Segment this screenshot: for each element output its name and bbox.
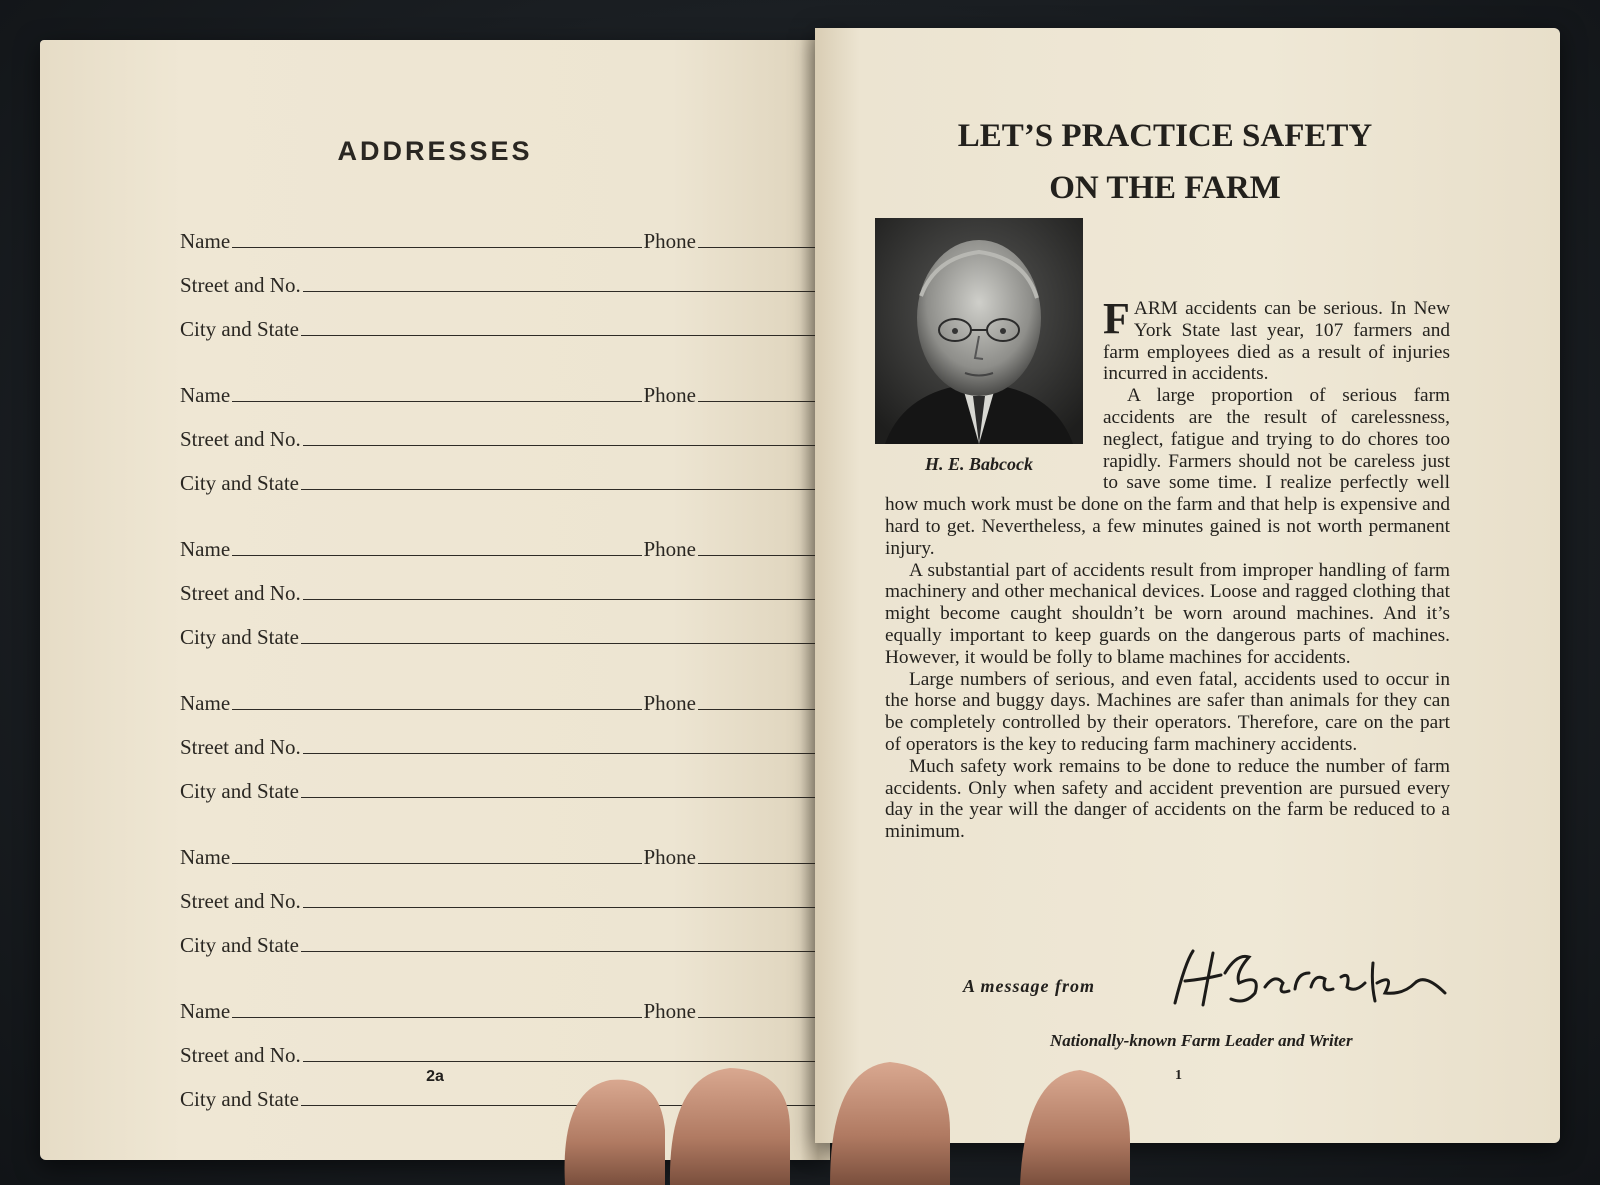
- street-label: Street and No.: [180, 581, 301, 605]
- street-row: [180, 254, 820, 298]
- city-row: [180, 452, 820, 496]
- paragraph-3: A substantial part of accidents result from improper handling of farm machinery and other mechanical devices. Loose and ragged clothing that might become caught shouldn’t be worn around machines. And it’s equally important to keep guards on the dangerous parts of machines. However, it would be folly to blame machines for accidents.: [885, 559, 1450, 668]
- article-body: [885, 294, 1450, 843]
- city-field[interactable]: [301, 489, 818, 490]
- street-label: Street and No.: [180, 1043, 301, 1067]
- name-label: Name: [180, 845, 231, 869]
- city-label: City and State: [180, 317, 299, 341]
- name-phone-row: [180, 518, 820, 562]
- city-label: City and State: [180, 625, 299, 649]
- city-row: [180, 606, 820, 650]
- name-field[interactable]: [232, 401, 641, 402]
- phone-label: Phone: [643, 845, 696, 869]
- street-row: [180, 408, 820, 452]
- street-row: [180, 1024, 820, 1068]
- address-entry: [180, 518, 820, 650]
- city-row: [180, 760, 820, 804]
- address-entry: [180, 210, 820, 342]
- page-number-right: 1: [1175, 1068, 1182, 1083]
- paragraph-5: Much safety work remains to be done to reduce the number of farm accidents. Only when safety and accident prevention are pursued every day in the year will the danger of accidents on the farm be reduced to a minimum.: [885, 755, 1450, 843]
- city-label: City and State: [180, 779, 299, 803]
- name-field[interactable]: [232, 247, 641, 248]
- phone-label: Phone: [643, 537, 696, 561]
- phone-label: Phone: [643, 383, 696, 407]
- city-field[interactable]: [301, 951, 818, 952]
- phone-label: Phone: [643, 999, 696, 1023]
- address-entries: [180, 210, 820, 1134]
- paragraph-1: FARM accidents can be serious. In New York State last year, 107 farmers and farm employees died as a result of injuries incurred in accidents.: [1103, 294, 1450, 385]
- name-label: Name: [180, 537, 231, 561]
- address-entry: [180, 672, 820, 804]
- title-line-1: LET’S PRACTICE SAFETY: [957, 118, 1373, 154]
- street-field[interactable]: [303, 445, 818, 446]
- name-field[interactable]: [232, 709, 641, 710]
- message-from: A message from: [963, 976, 1096, 996]
- phone-label: Phone: [643, 229, 696, 253]
- name-label: Name: [180, 383, 231, 407]
- name-label: Name: [180, 691, 231, 715]
- street-field[interactable]: [303, 599, 818, 600]
- name-phone-row: [180, 210, 820, 254]
- city-label: City and State: [180, 1087, 299, 1111]
- address-entry: [180, 826, 820, 958]
- street-row: [180, 870, 820, 914]
- street-row: [180, 562, 820, 606]
- right-page: [815, 28, 1560, 1143]
- address-entry: [180, 980, 820, 1112]
- drop-cap: F: [1103, 294, 1130, 343]
- name-field[interactable]: [232, 1017, 641, 1018]
- street-label: Street and No.: [180, 889, 301, 913]
- name-label: Name: [180, 999, 231, 1023]
- street-label: Street and No.: [180, 735, 301, 759]
- street-row: [180, 716, 820, 760]
- city-label: City and State: [180, 933, 299, 957]
- street-field[interactable]: [303, 1061, 818, 1062]
- street-label: Street and No.: [180, 427, 301, 451]
- city-field[interactable]: [301, 335, 818, 336]
- city-field[interactable]: [301, 797, 818, 798]
- name-phone-row: [180, 826, 820, 870]
- phone-label: Phone: [643, 691, 696, 715]
- name-label: Name: [180, 229, 231, 253]
- city-field[interactable]: [301, 643, 818, 644]
- city-field[interactable]: [301, 1105, 818, 1106]
- street-field[interactable]: [303, 907, 818, 908]
- street-field[interactable]: [303, 753, 818, 754]
- page-number-left: 2a: [426, 1068, 444, 1085]
- safety-title: [915, 110, 1415, 214]
- name-field[interactable]: [232, 863, 641, 864]
- city-row: [180, 914, 820, 958]
- street-label: Street and No.: [180, 273, 301, 297]
- photo-caption: H. E. Babcock: [925, 454, 1033, 474]
- paragraph-2: A large proportion of serious farm accidents are the result of carelessness, neglect, fatigue and trying to do chores too rapidly. Farmers should not be careless just to save some time. I realize perfectly well how much work must be done on the farm and that help is expensive and hard to get. Nevertheless, a few minutes gained is not worth permanent injury.: [885, 385, 1450, 559]
- left-page: [40, 40, 830, 1160]
- street-field[interactable]: [303, 291, 818, 292]
- city-row: [180, 298, 820, 342]
- paragraph-4: Large numbers of serious, and even fatal, accidents used to occur in the horse and buggy days. Machines are safer than animals for they can be completely controlled by their operators. Therefore, care on the part of operators is the key to reducing farm machinery accidents.: [885, 668, 1450, 755]
- handwritten-signature: [1165, 943, 1465, 1013]
- city-label: City and State: [180, 471, 299, 495]
- name-field[interactable]: [232, 555, 641, 556]
- name-phone-row: [180, 980, 820, 1024]
- title-line-2: ON THE FARM: [1049, 170, 1281, 206]
- author-role: Nationally-known Farm Leader and Writer: [1050, 1031, 1353, 1050]
- name-phone-row: [180, 672, 820, 716]
- name-phone-row: [180, 364, 820, 408]
- addresses-title: ADDRESSES: [337, 136, 533, 166]
- address-entry: [180, 364, 820, 496]
